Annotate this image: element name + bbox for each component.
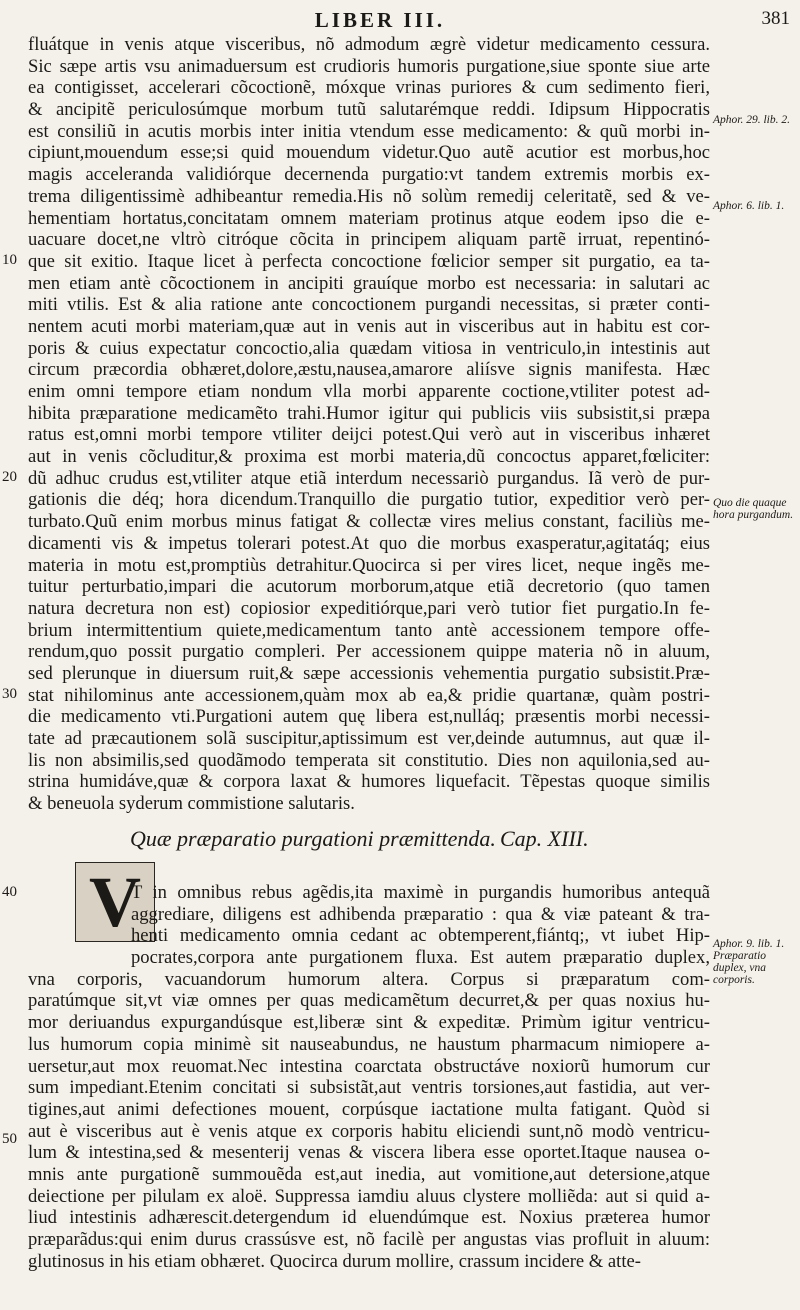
text-line: lus humorum copia minimè sit nauseabundus, ne haustum pharmacum nimiopere a-: [28, 1033, 710, 1055]
margin-note: Aphor. 29. lib. 2.: [713, 114, 790, 126]
text-line: mnis ante purgationẽ summouẽda est,aut inedia, aut vomitione,aut detersione,atque: [28, 1163, 710, 1185]
chapter-heading: [130, 826, 690, 852]
text-line: tigines,aut animi defectiones mouent, corpúsque iactatione multa fatigant. Quòd si: [28, 1098, 710, 1120]
text-line: fluátque in venis atque visceribus, nõ admodum ægrè videtur medicamento cessura.: [28, 34, 710, 55]
text-line: sum impediant.Etenim concitati si subsistãt,aut ventris torsiones,aut fastidia, aut ver-: [28, 1077, 710, 1099]
text-block-main: [28, 34, 710, 815]
text-line: præparãdus:qui enim durus crassúsve est, nõ facilè per angustas vias profluit in aluum:: [28, 1229, 710, 1250]
text-line: rendum,quo possit purgatio compleri. Per accessionem quippe materia nõ in aluum,: [28, 641, 710, 663]
text-line: & beneuola syderum commistione salutaris.: [28, 793, 355, 815]
text-line: mor deriuandus expurgandúsque est,liberæ sint & expeditæ. Primùm igitur ventricu-: [28, 1012, 710, 1034]
text-line: trema diligentissimè adhibeantur remedia.His nõ solùm remedij celeritatẽ, sed & ve-: [28, 185, 710, 207]
text-line: circum præcordia obhæret,dolore,æstu,nausea,amarore aliísve signis manifesta. Hæc: [28, 359, 710, 381]
text-line: glutinosus in his etiam obhæret. Quocirca durum mollire, crassum incidere & atte-: [28, 1250, 641, 1272]
text-line: materia in motu est,promptiùs detrahitur.Quocirca si per vires licet, neque ingẽs me-: [28, 554, 710, 576]
text-line: aggrediare, diligens est adhibenda præparatio : qua & viæ pateant & tra-: [131, 903, 710, 925]
text-line: est consiliũ in acutis morbis inter initia vtendum esse medicamento: & quũ morbi in-: [28, 120, 710, 142]
margin-note: Aphor. 6. lib. 1.: [713, 200, 785, 212]
text-line: cipiunt,mouendum esse;si quid mouendum videtur.Quo autẽ acutior est morbus,hoc: [28, 142, 710, 164]
text-line: uersetur,aut mox reuomat.Nec intestina coarctata obstructáve noxiorũ humorum cur: [28, 1055, 710, 1077]
margin-note: Aphor. 9. lib. 1. Præparatio duplex, vna corporis.: [713, 938, 785, 986]
text-line: miti vtilis. Est & alia ratione ante concoctionem purgandi necessitas, si præter conti-: [28, 294, 710, 316]
text-block-chapter: [28, 882, 710, 1272]
text-line: tate ad præcautionem solã suscipitur,aptissimum est ver,deinde autumnus, aut quæ il-: [28, 728, 710, 749]
text-line: henti medicamento omnia cedant ac obtemperent,fiántq;, vt iubet Hip-: [131, 925, 710, 947]
text-line: paratúmque sit,vt viæ omnes per quas medicamẽtum decurret,& per quas noxius hu-: [28, 990, 710, 1012]
text-line: strina humidáve,quæ & corpora laxat & humores liquefacit. Tẽpestas quoque similis: [28, 771, 710, 793]
text-line: uacuare docet,ne vltrò citróque cõcita in principem aliquam partẽ irruat, repentinó-: [28, 229, 710, 251]
margin-note: Quo die quaque hora purgandum.: [713, 497, 794, 521]
text-line: nentem acuti morbi materiam,quæ aut in venis aut in visceribus aut in habitu est cor-: [28, 315, 710, 337]
text-line: natura decretura non est) copiosior expeditiórque,pari verò tutior fiet purgatio.In fe-: [28, 597, 710, 619]
text-line: brium intermittentium quiete,medicamentum tanto antè accessionem tempore offe-: [28, 619, 710, 641]
line-number: 40: [2, 884, 17, 900]
text-line: que sit exitio. Itaque licet à perfecta concoctione fœlicior semper sit purgatio, ea ta-: [28, 250, 710, 272]
line-number: 30: [2, 686, 17, 702]
text-line: ea contigisset, accelerari cõcoctionẽ, móxque vrinas puriores & cum sedimento fieri,: [28, 77, 710, 99]
text-line: sed plerunque in diuersum ruit,& sæpe accessionis vehementia purgatio subsistit.Præ-: [28, 662, 710, 684]
line-number: 20: [2, 469, 17, 485]
text-line: tuitur perturbatio,impari die acutorum morborum,atque etiã decretorio (quo tamen: [28, 576, 710, 598]
line-number: 50: [2, 1131, 17, 1147]
text-line: pocrates,corpora ante purgationem fluxa. Est autem præparatio duplex,: [131, 947, 710, 969]
text-line: magis acceleranda validiórque decernenda purgatio:vt tandem extremis morbis ex-: [28, 164, 710, 186]
text-line: Sic sæpe artis vsu animaduersum est crudioris humoris purgatione,siue sponte siue arte: [28, 55, 710, 77]
text-line: stat nihilominus ante accessionem,quàm mox ab ea,& pridie quartanæ, quàm postri-: [28, 684, 710, 706]
text-line: vna corporis, vacuandorum humorum altera. Corpus si præparatum com-: [28, 968, 710, 990]
text-line: ratus est,omni morbi tempore vtiliter deijci potest.Qui verò aut in visceribus inhæret: [28, 424, 710, 446]
text-line: lis non absimilis,sed quodãmodo temperata sit constitutio. Dies non aquilonia,sed au-: [28, 749, 710, 771]
text-line: dũ adhuc crudus est,vtiliter atque etiã interdum necessariò purgandus. Iã verò de pur-: [28, 467, 710, 489]
page-number: 381: [761, 8, 790, 29]
text-line: hibita præparatione medicamẽto trahi.Humor igitur qui publicis viis subsistit,si præpa: [28, 402, 710, 424]
text-line: deiectione per pilulam ex aloë. Suppressa iamdiu aluus clystere molliẽda: aut si quid a-: [28, 1185, 710, 1207]
text-line: enim omni tempore etiam nondum vlla morbi apparente coctione,vtiliter potest ad-: [28, 381, 710, 402]
text-line: dicamenti vis & impetus tolerari potest.At quo die morbus exasperatur,agitatáq; eius: [28, 532, 710, 554]
text-line: gationis die déq; hora dicendum.Tranquillo die purgatio tutior, expeditior verò per-: [28, 489, 710, 511]
text-line: turbato.Quũ enim morbus minus fatigat & collectæ vires melius constant, faciliùs me-: [28, 511, 710, 533]
text-line: aut in venis cõcluditur,& proxima est morbi materia,dũ concoctus apparet,fœliciter:: [28, 446, 710, 468]
text-line: hementiam hortatus,concitatam omnem materiam protinus atque eodem ipso die e-: [28, 207, 710, 229]
page-header: [0, 4, 800, 38]
initial-letter: V: [89, 862, 141, 942]
running-title: LIBER III.: [314, 8, 446, 32]
text-line: T in omnibus rebus agẽdis,ita maximè in purgandis humoribus antequã: [131, 882, 710, 903]
chapter-title: Quæ præparatio purgationi præmittenda.: [130, 826, 496, 851]
text-line: men etiam antè cõcoctionem in ancipiti grauíque morbo est necessaria: in salutari ac: [28, 272, 710, 294]
text-line: poris & cuius expectatur concoctio,alia quædam vitiosa in ventriculo,in intestinis aut: [28, 337, 710, 359]
chapter-number: Cap. XIII.: [500, 826, 589, 851]
text-line: lum & intestina,sed & mesenterij venas & viscera libera esse oportet.Itaque nausea o-: [28, 1142, 710, 1164]
line-number: 10: [2, 252, 17, 268]
text-line: liud intestinis adhærescit.detergendum id eluendúmque est. Noxius præterea humor: [28, 1207, 710, 1229]
text-line: die medicamento vti.Purgationi autem quę libera est,nulláq; præsentis morbi necessi-: [28, 706, 710, 728]
text-line: aut è visceribus aut è venis atque ex corporis habitu eliciendi sunt,nõ modò ventricu-: [28, 1120, 710, 1142]
text-line: & ancipitẽ periculosúmque morbum tutũ salutarémque reddi. Idipsum Hippocratis: [28, 99, 710, 121]
